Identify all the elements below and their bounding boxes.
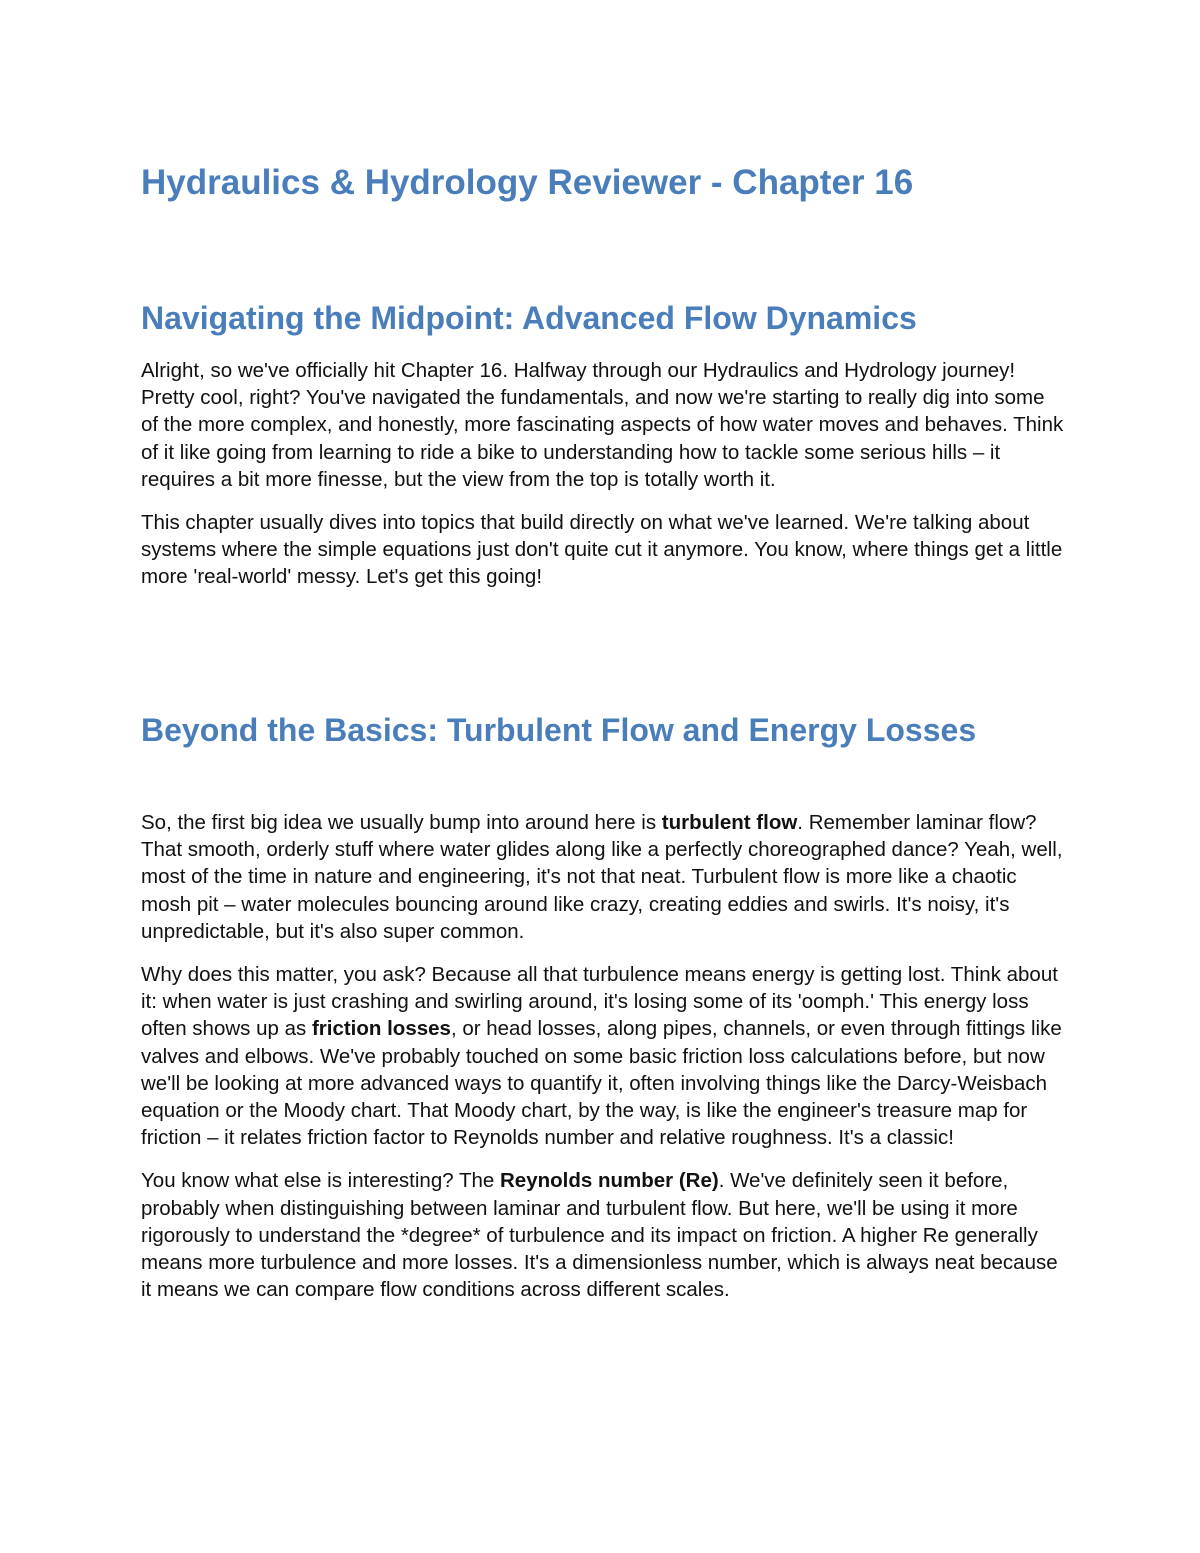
paragraph-text: . We've definitely seen it before, probably when distinguishing between laminar and turbulent flow. But here, we'll be using it more rigorously to understand the *degree* of turbulence and its impact on friction. A higher Re generally means more turbulence and more losses. It's a dimensionless number, which is always neat because it means we can compare flow conditions across different scales. bbox=[141, 1169, 1058, 1302]
bold-term-reynolds-number: Reynolds number (Re) bbox=[499, 1169, 719, 1193]
paragraph-text: , or head losses, along pipes, channels, or even through fittings like valves and elbows. We've probably touched on some basic friction loss calculations before, but now we'll be looking at more advanced ways to quantify it, often involving things like the Darcy-Weisbach equation or the Moody chart. That Moody chart, by the way, is like the engineer's treasure map for friction – it relates friction factor to Reynolds number and relative roughness. It's a classic! bbox=[141, 1017, 1062, 1150]
document-title: Hydraulics & Hydrology Reviewer - Chapter 16 bbox=[141, 163, 914, 202]
paragraph bbox=[141, 1167, 1066, 1303]
section-heading-turbulent-flow: Beyond the Basics: Turbulent Flow and Energy Losses bbox=[141, 712, 977, 748]
section-heading-midpoint: Navigating the Midpoint: Advanced Flow Dynamics bbox=[141, 300, 917, 336]
paragraph bbox=[141, 961, 1066, 1151]
paragraph-text: Why does this matter, you ask? Because all that turbulence means energy is getting lost. Think about it: when water is just crashing and swirling around, it's losing some of its 'oomph.' This energy loss often shows up as bbox=[141, 963, 1058, 1041]
bold-term-friction-losses: friction losses bbox=[311, 1017, 451, 1041]
paragraph bbox=[141, 809, 1066, 945]
paragraph-text: So, the first big idea we usually bump into around here is bbox=[141, 811, 662, 834]
paragraph: This chapter usually dives into topics that build directly on what we've learned. We're talking about systems where the simple equations just don't quite cut it anymore. You know, where things get a little more 'real-world' messy. Let's get this going! bbox=[141, 511, 1063, 589]
bold-term-turbulent-flow: turbulent flow bbox=[661, 811, 798, 834]
section-body-turbulent-flow bbox=[141, 809, 1066, 1319]
paragraph-text: You know what else is interesting? The bbox=[141, 1169, 500, 1193]
paragraph-text: . Remember laminar flow? That smooth, orderly stuff where water glides along like a perfectly choreographed dance? Yeah, well, most of the time in nature and engineering, it's not that neat. Turbulent flow is more like a chaotic mosh pit – water molecules bouncing around like crazy, creating eddies and swirls. It's noisy, it's unpredictable, but it's also super common. bbox=[141, 811, 1063, 943]
section-body-midpoint bbox=[141, 357, 1066, 607]
paragraph: Alright, so we've officially hit Chapter 16. Halfway through our Hydraulics and Hydrology journey! Pretty cool, right? You've navigated the fundamentals, and now we're starting to really dig into some of the more complex, and honestly, more fascinating aspects of how water moves and behaves. Think of it like going from learning to ride a bike to understanding how to tackle some serious hills – it requires a bit more finesse, but the view from the top is totally worth it. bbox=[141, 359, 1064, 491]
